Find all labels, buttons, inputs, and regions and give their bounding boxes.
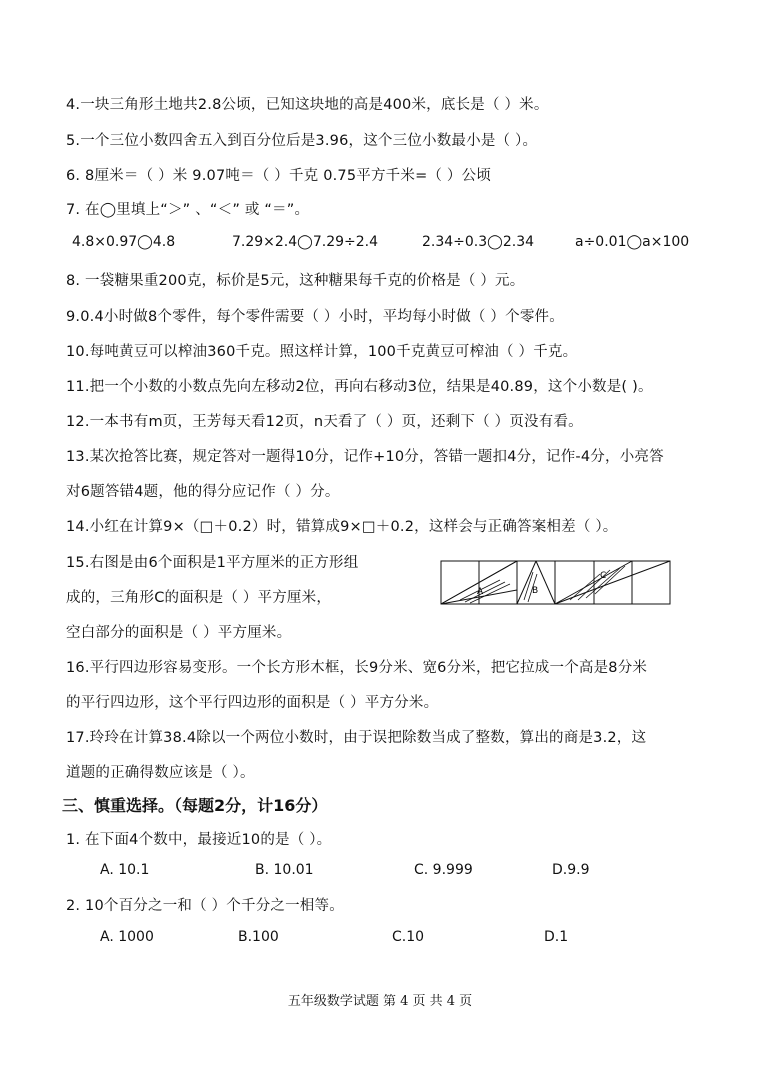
figure-label-b: B <box>532 586 539 596</box>
question-13-line-1: 13.某次抢答比赛，规定答对一题得10分，记作+10分，答错一题扣4分，记作-4分，小亮答 <box>66 449 664 465</box>
question-14: 14.小红在计算9×（□＋0.2）时，错算成9×□＋0.2，这样会与正确答案相差（ ）。 <box>66 519 618 535</box>
option-d: D.9.9 <box>552 862 590 878</box>
q7-item-3: 2.34÷0.3◯2.34 <box>422 234 535 250</box>
question-17-line-1: 17.玲玲在计算38.4除以一个两位小数时，由于误把除数当成了整数，算出的商是3.2，这 <box>66 730 647 746</box>
question-13-line-2: 对6题答错4题，他的得分应记作（ ）分。 <box>66 484 340 500</box>
question-8: 8. 一袋糖果重200克，标价是5元，这种糖果每千克的价格是（ ）元。 <box>66 273 525 289</box>
option-b: B. 10.01 <box>255 862 314 878</box>
mc-question-2: 2. 10个百分之一和（ ）个千分之一相等。 <box>66 898 344 914</box>
question-11: 11.把一个小数的小数点先向左移动2位，再向右移动3位，结果是40.89，这个小数是( )。 <box>66 379 653 395</box>
option-a: A. 1000 <box>100 929 154 945</box>
section-3-title: 三、慎重选择。（每题2分，计16分） <box>62 796 328 815</box>
figure-label-a: A <box>477 587 484 597</box>
question-6: 6. 8厘米＝（ ）米 9.07吨＝（ ）千克 0.75平方千米=（ ）公顷 <box>66 168 492 184</box>
question-16-line-2: 的平行四边形，这个平行四边形的面积是（ ）平方分米。 <box>66 695 439 711</box>
option-a: A. 10.1 <box>100 862 150 878</box>
question-15-line-1: 15.右图是由6个面积是1平方厘米的正方形组 <box>66 555 359 571</box>
question-10: 10.每吨黄豆可以榨油360千克。照这样计算，100千克黄豆可榨油（ ）千克。 <box>66 344 578 360</box>
question-17-line-2: 道题的正确得数应该是（ ）。 <box>66 765 255 781</box>
question-4: 4.一块三角形土地共2.8公顷，已知这块地的高是400米，底长是（ ）米。 <box>66 97 549 113</box>
question-9: 9.0.4小时做8个零件，每个零件需要（ ）小时，平均每小时做（ ）个零件。 <box>66 309 564 325</box>
option-c: C. 9.999 <box>414 862 473 878</box>
option-d: D.1 <box>544 929 569 945</box>
option-c: C.10 <box>392 929 425 945</box>
q7-item-1: 4.8×0.97◯4.8 <box>72 234 176 250</box>
page-footer: 五年级数学试题 第 4 页 共 4 页 <box>287 994 473 1009</box>
question-15-line-3: 空白部分的面积是（ ）平方厘米。 <box>66 625 292 641</box>
question-7: 7. 在◯里填上“＞” 、“＜” 或 “＝”。 <box>66 202 310 218</box>
question-15-line-2: 成的，三角形C的面积是（ ）平方厘米， <box>66 590 332 606</box>
q7-item-2: 7.29×2.4◯7.29÷2.4 <box>232 234 379 250</box>
figure-label-c: C <box>600 571 607 581</box>
question-5: 5.一个三位小数四舍五入到百分位后是3.96，这个三位小数最小是（ ）。 <box>66 133 538 149</box>
squares-figure <box>440 560 672 606</box>
q7-item-4: a÷0.01◯a×100 <box>575 234 690 250</box>
question-16-line-1: 16.平行四边形容易变形。一个长方形木框，长9分米、宽6分米，把它拉成一个高是8分米 <box>66 660 648 676</box>
mc-question-1: 1. 在下面4个数中，最接近10的是（ ）。 <box>66 832 332 848</box>
question-12: 12.一本书有m页，王芳每天看12页，n天看了（ ）页，还剩下（ ）页没有看。 <box>66 414 583 430</box>
option-b: B.100 <box>238 929 279 945</box>
